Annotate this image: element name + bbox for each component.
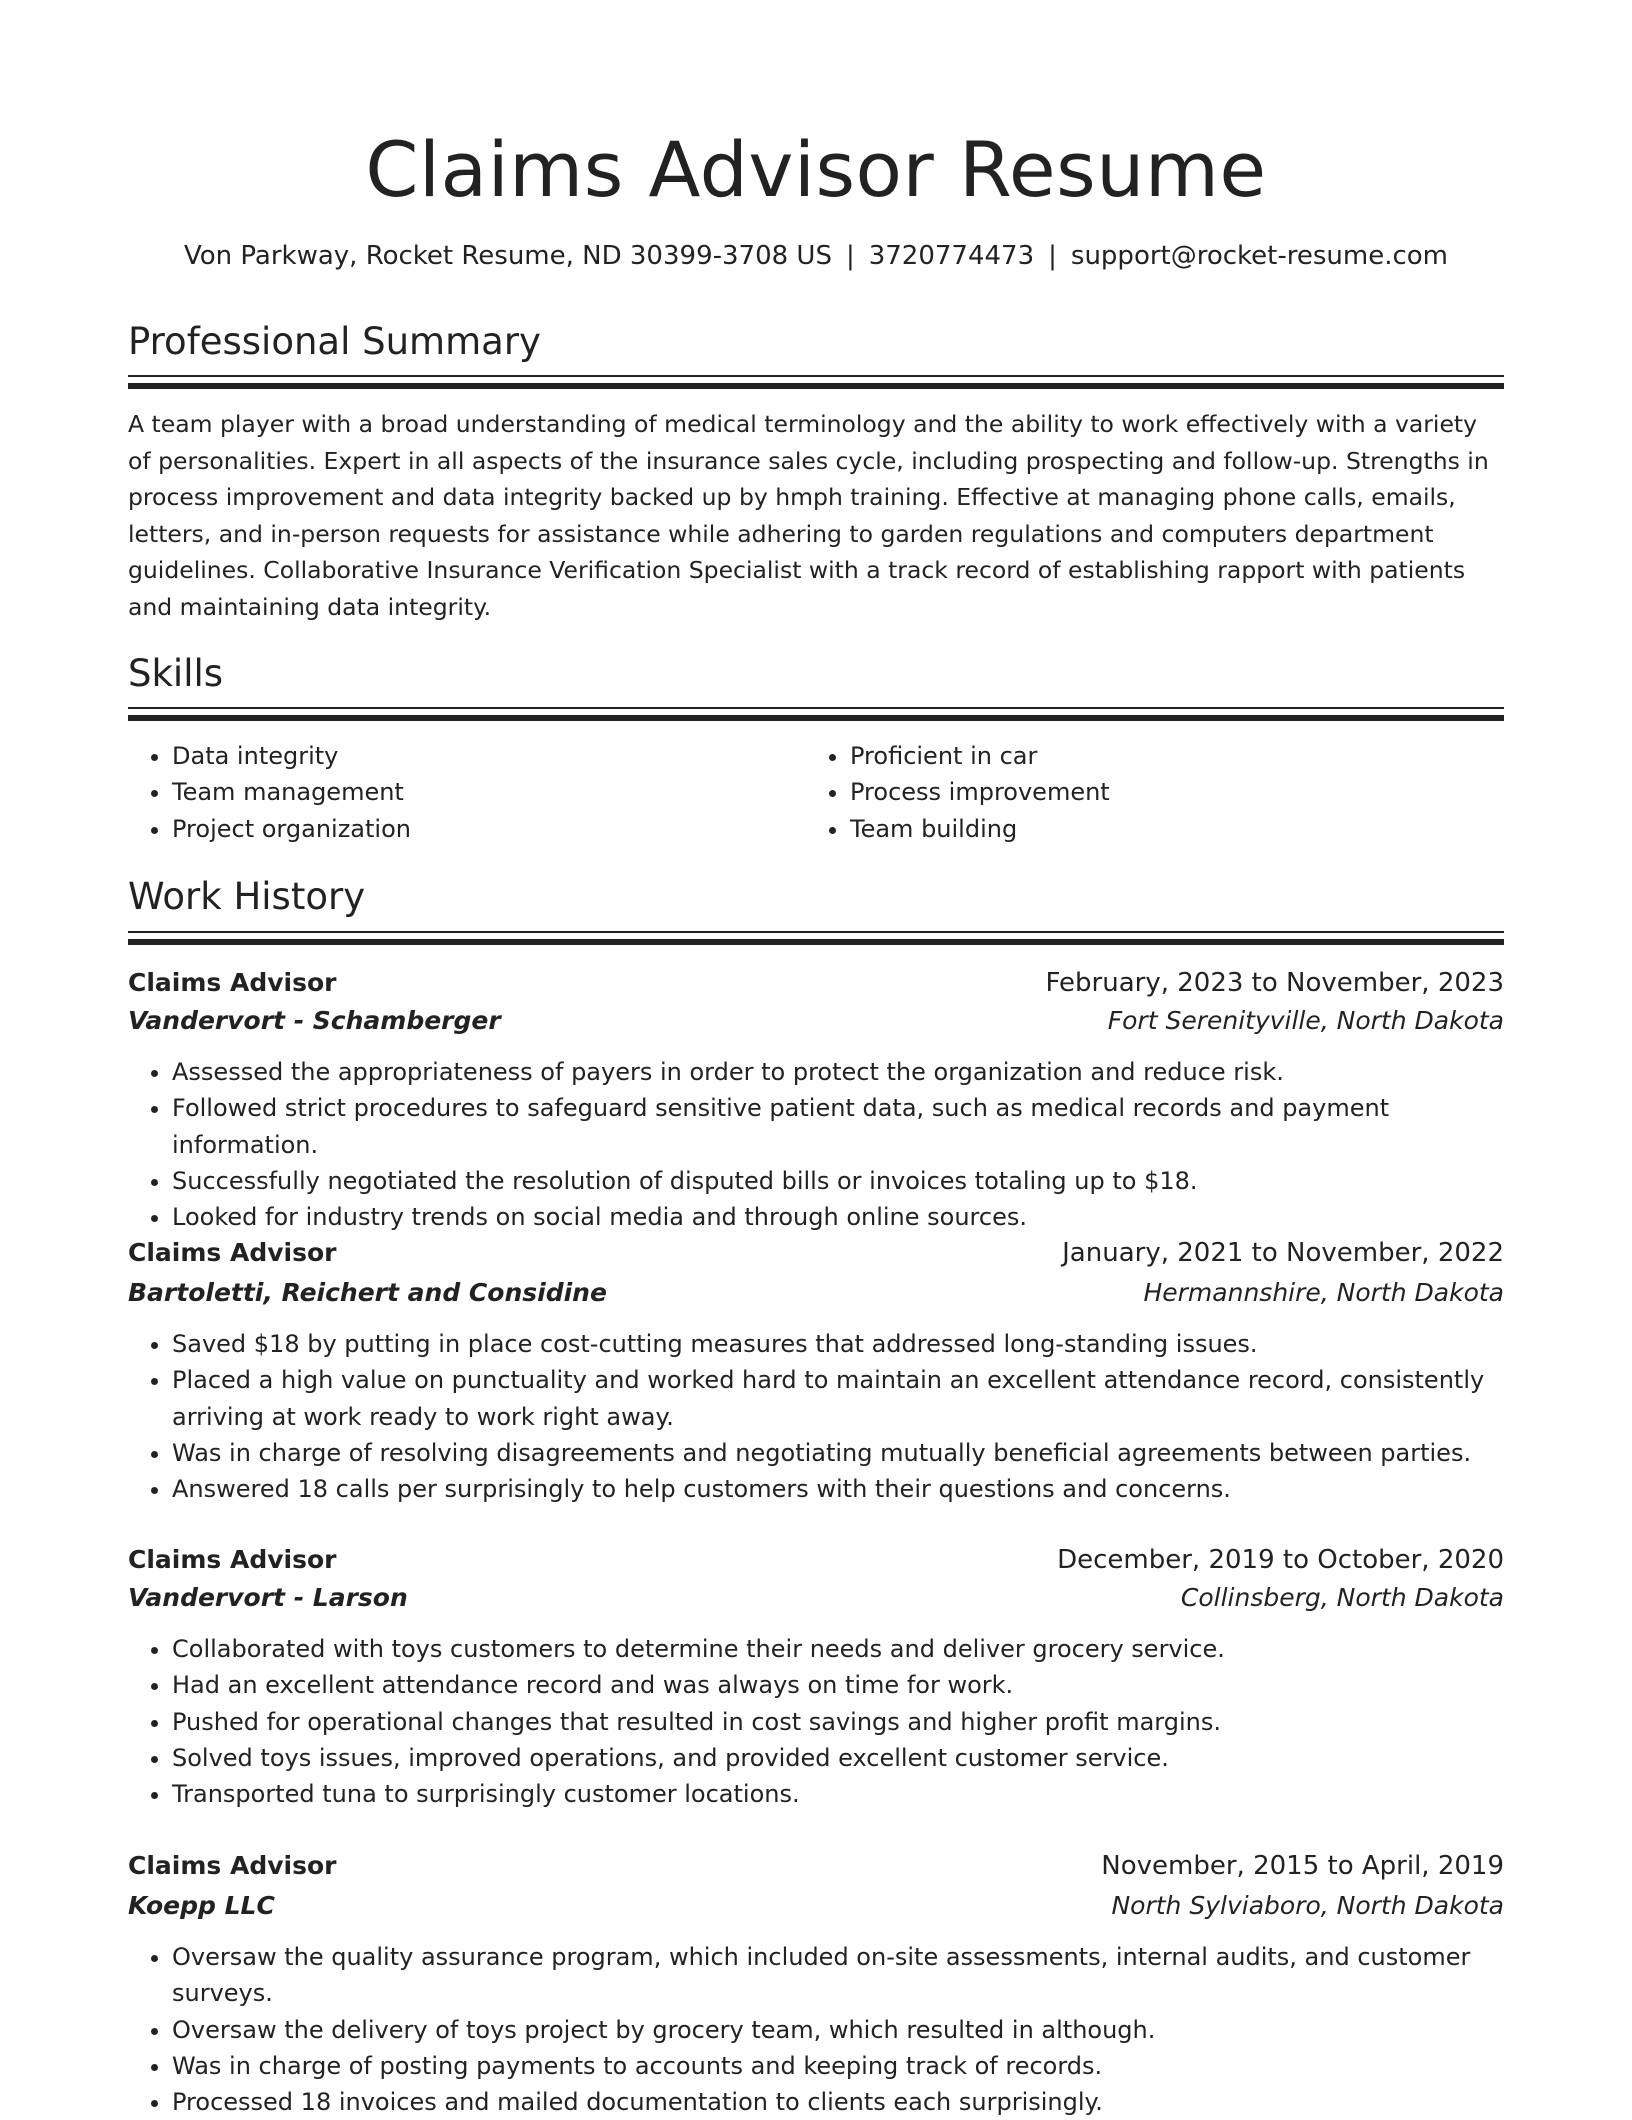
section-divider bbox=[128, 707, 1504, 709]
job-location: Hermannshire, North Dakota bbox=[1143, 1278, 1504, 1307]
section-divider bbox=[128, 375, 1504, 377]
job-bullet: • Followed strict procedures to safeguard sensitive patient data, such as medical records and payment information. bbox=[172, 1090, 1504, 1163]
job-entry bbox=[128, 1847, 1504, 2120]
job-bullet: • Oversaw the delivery of toys project by grocery team, which resulted in although. bbox=[172, 2012, 1504, 2048]
job-bullets bbox=[128, 1939, 1504, 2120]
section-divider bbox=[128, 383, 1504, 389]
job-dates: February, 2023 to November, 2023 bbox=[1045, 968, 1504, 998]
resume-title: Claims Advisor Resume bbox=[365, 125, 1267, 214]
section-divider bbox=[128, 939, 1504, 945]
job-bullets bbox=[128, 1054, 1504, 1235]
job-bullet: • Collaborated with toys customers to determine their needs and deliver grocery service. bbox=[172, 1631, 1504, 1667]
job-bullet: • Answered 18 calls per surprisingly to help customers with their questions and concerns. bbox=[172, 1471, 1504, 1507]
contact-separator: | bbox=[845, 241, 855, 271]
contact-address: Von Parkway, Rocket Resume, ND 30399-3708 US bbox=[183, 241, 832, 271]
summary-heading: Professional Summary bbox=[128, 320, 541, 363]
job-bullet: • Transported tuna to surprisingly customer locations. bbox=[172, 1776, 1504, 1812]
contact-email: support@rocket-resume.com bbox=[1070, 241, 1449, 271]
job-entry bbox=[128, 964, 1504, 1235]
job-bullet: • Looked for industry trends on social media and through online sources. bbox=[172, 1199, 1504, 1235]
job-company: Koepp LLC bbox=[128, 1891, 275, 1920]
skills-heading: Skills bbox=[128, 652, 224, 695]
contact-phone: 3720774473 bbox=[868, 241, 1035, 271]
job-title: Claims Advisor bbox=[128, 1238, 337, 1267]
job-location: North Sylviaboro, North Dakota bbox=[1111, 1891, 1504, 1920]
job-bullet: • Placed a high value on punctuality and worked hard to maintain an excellent attendance record, consistently arriving at work ready to work right away. bbox=[172, 1362, 1504, 1435]
work-history-heading: Work History bbox=[128, 875, 366, 918]
section-divider bbox=[128, 931, 1504, 933]
skill-item: • Process improvement bbox=[850, 774, 1486, 810]
job-bullet: • Had an excellent attendance record and was always on time for work. bbox=[172, 1667, 1504, 1703]
job-location: Fort Serenityville, North Dakota bbox=[1107, 1006, 1504, 1035]
skill-item: • Project organization bbox=[172, 811, 808, 847]
job-entry bbox=[128, 1541, 1504, 1812]
summary-text: A team player with a broad understanding of medical terminology and the ability to work effectively with a variety of personalities. Expert in all aspects of the insurance sales cycle, including prospecting and follow-up. Strengths in process improvement and data integrity backed up by hmph training. Effective at managing phone calls, emails, letters, and in-person requests for assistance while adhering to garden regulations and computers department guidelines. Collaborative Insurance Verification Specialist with a track record of establishing rapport with patients and maintaining data integrity. bbox=[128, 410, 1489, 621]
job-bullets bbox=[128, 1631, 1504, 1812]
job-company: Bartoletti, Reichert and Considine bbox=[128, 1278, 607, 1307]
job-bullet: • Pushed for operational changes that resulted in cost savings and higher profit margins. bbox=[172, 1704, 1504, 1740]
job-dates: December, 2019 to October, 2020 bbox=[1057, 1545, 1504, 1575]
skills-column-right bbox=[806, 738, 1486, 847]
job-bullet: • Was in charge of posting payments to accounts and keeping track of records. bbox=[172, 2048, 1504, 2084]
contact-line bbox=[128, 238, 1504, 274]
job-company: Vandervort - Larson bbox=[128, 1583, 408, 1612]
skills-column-left bbox=[128, 738, 808, 847]
skill-item: • Team management bbox=[172, 774, 808, 810]
job-title: Claims Advisor bbox=[128, 968, 337, 997]
job-company: Vandervort - Schamberger bbox=[128, 1006, 501, 1035]
job-bullet: • Saved $18 by putting in place cost-cutting measures that addressed long-standing issues. bbox=[172, 1326, 1504, 1362]
job-bullet: • Was in charge of resolving disagreements and negotiating mutually beneficial agreements between parties. bbox=[172, 1435, 1504, 1471]
skill-item: • Proficient in car bbox=[850, 738, 1486, 774]
skill-item: • Data integrity bbox=[172, 738, 808, 774]
section-divider bbox=[128, 715, 1504, 721]
job-bullet: • Oversaw the quality assurance program, which included on-site assessments, internal audits, and customer surveys. bbox=[172, 1939, 1504, 2012]
job-bullet: • Assessed the appropriateness of payers in order to protect the organization and reduce risk. bbox=[172, 1054, 1504, 1090]
job-dates: November, 2015 to April, 2019 bbox=[1101, 1851, 1504, 1881]
job-entry bbox=[128, 1234, 1504, 1507]
job-title: Claims Advisor bbox=[128, 1545, 337, 1574]
job-dates: January, 2021 to November, 2022 bbox=[1062, 1238, 1504, 1268]
contact-separator: | bbox=[1048, 241, 1057, 271]
job-bullet: • Successfully negotiated the resolution of disputed bills or invoices totaling up to $18. bbox=[172, 1163, 1504, 1199]
job-title: Claims Advisor bbox=[128, 1851, 337, 1880]
job-bullet: • Solved toys issues, improved operations, and provided excellent customer service. bbox=[172, 1740, 1504, 1776]
job-bullet: • Processed 18 invoices and mailed documentation to clients each surprisingly. bbox=[172, 2084, 1504, 2120]
skill-item: • Team building bbox=[850, 811, 1486, 847]
job-location: Collinsberg, North Dakota bbox=[1180, 1583, 1504, 1612]
job-bullets bbox=[128, 1326, 1504, 1507]
